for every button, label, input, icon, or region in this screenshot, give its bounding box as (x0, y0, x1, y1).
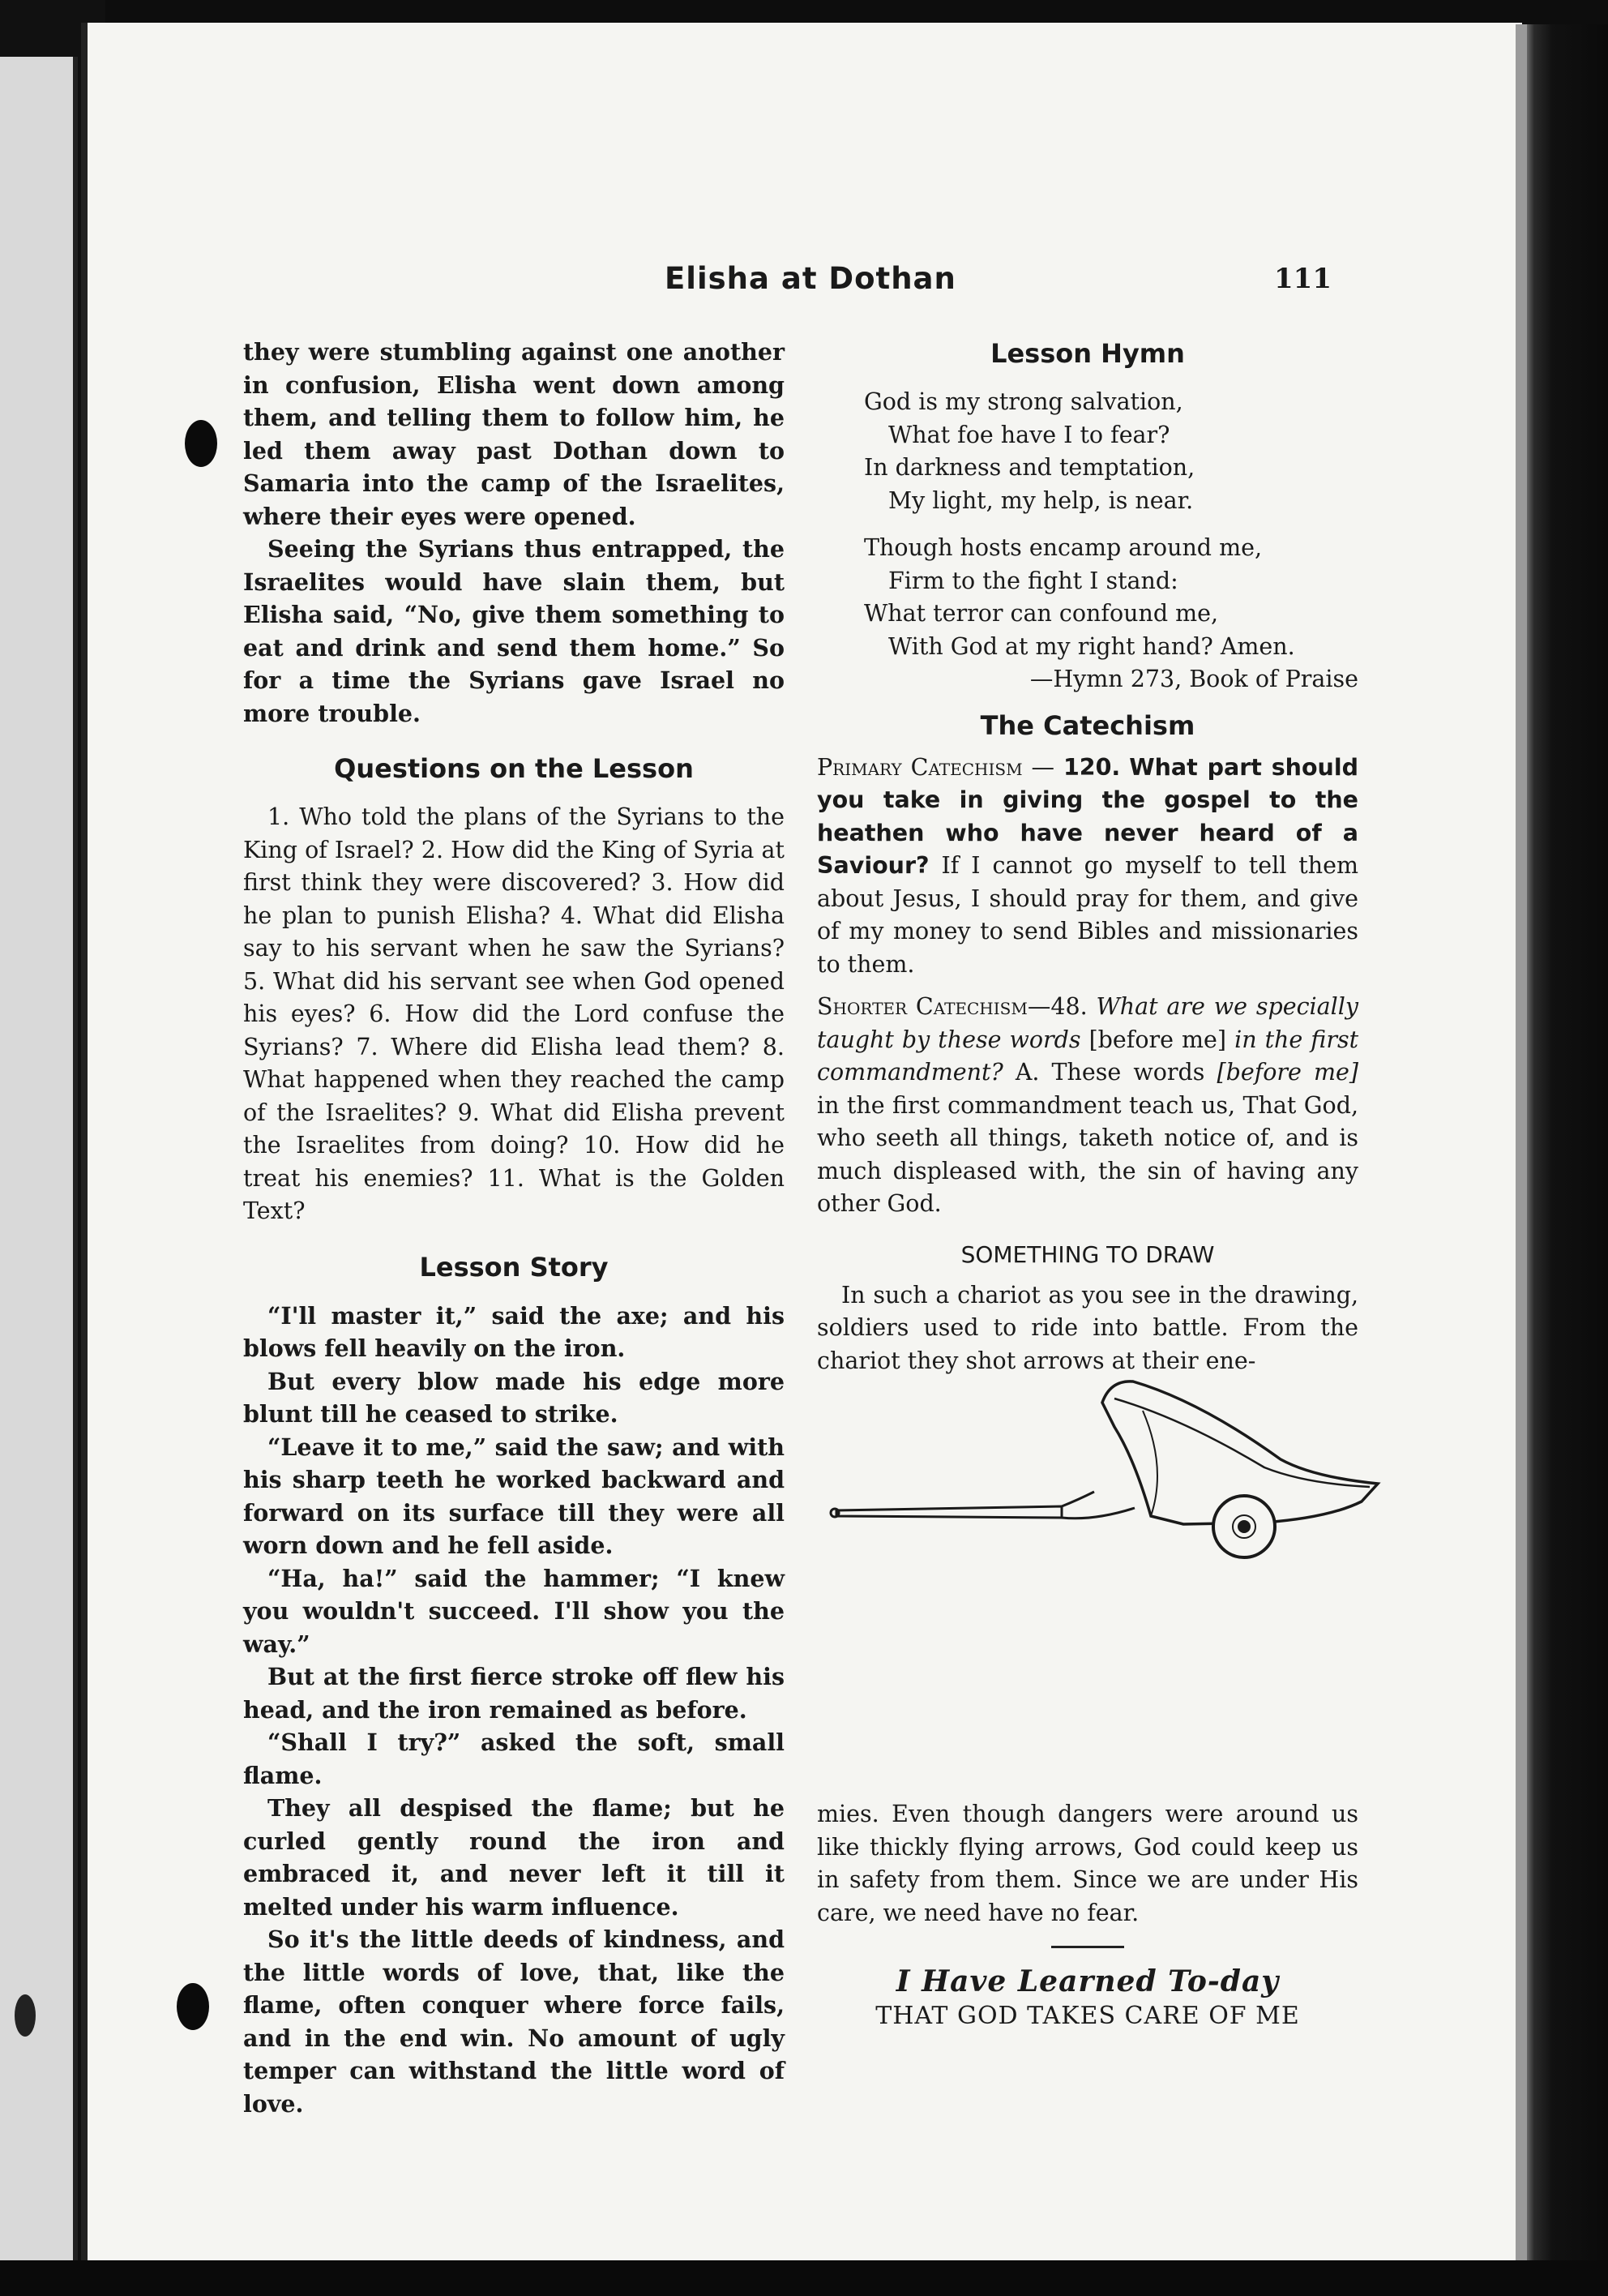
binding-hole-top (185, 420, 217, 467)
hymn-line: My light, my help, is near. (888, 486, 1194, 514)
draw-heading: SOMETHING TO DRAW (960, 1240, 1215, 1268)
story-paragraph: They all despised the flame; but he curled gently round the iron and embraced it, and never left it till it melted under his warm influence. (243, 1794, 785, 1921)
shorter-catechism-question: What are we specially taught by these words (817, 993, 1358, 1053)
hymn-text (864, 386, 1358, 663)
intro-paragraph: Seeing the Syrians thus entrapped, the Israelites would have slain them, but Elisha said, “No, give them something to eat and drink and send them home.” So for a time the Syrians gave Israel no more trouble. (243, 535, 785, 727)
left-column (243, 336, 785, 2120)
story-heading: Lesson Story (419, 1251, 609, 1283)
binding-hole-bottom (177, 1983, 209, 2030)
shorter-catechism-answer-end: in the first commandment teach us, That God, who seeth all things, taketh notice of, and is much displeased with, the sin of having any other God. (817, 1091, 1358, 1217)
questions-text: 1. Who told the plans of the Syrians to the King of Israel? 2. How did the King of Syria at first think they were discovered? 3. How did he plan to punish Elisha? 4. What did Elisha say to his servant when he saw the Syrians? 5. What did his servant see when God opened his eyes? 6. How did the Lord confuse the Syrians? 7. Where did Elisha lead them? 8. What happened when they reached the camp of the Israelites? 9. What did Elisha prevent the Israelites from doing? 10. How did he treat his enemies? 11. What is the Golden Text? (243, 803, 785, 1224)
draw-text: mies. Even though dangers were around us like thickly flying arrows, God could keep us in safety from them. Since we are under His care, we need have no fear. (817, 1801, 1358, 1926)
divider (1051, 1946, 1124, 1948)
hymn-line: God is my strong salvation, (864, 388, 1183, 415)
story-paragraph: “Leave it to me,” said the saw; and with his sharp teeth he worked backward and forward on its surface till they were all worn down and he fell aside. (243, 1433, 785, 1559)
hymn-line: Firm to the fight I stand: (888, 567, 1178, 594)
chariot-drawing (827, 1362, 1394, 1630)
running-title: Elisha at Dothan (665, 261, 956, 296)
previous-page-edge (0, 57, 78, 2278)
shorter-catechism: Shorter Catechism—48. What are we specially taught by these words [before me] in the first commandment? A. These words [before me] in the first commandment teach us, That God, who seeth all things, taketh notice of, and is much displeased with, the sin of having any other God. (817, 993, 1359, 1217)
learned-heading: I Have Learned To-day (896, 1964, 1280, 1998)
draw-text: In such a chariot as you see in the drawing, soldiers used to ride into battle. From the chariot they shot arrows at their ene- (817, 1281, 1358, 1374)
hymn-source: —Hymn 273, Book of Praise (1029, 666, 1358, 692)
draw-text-continued (817, 1798, 1358, 2033)
primary-catechism: Primary Catechism — 120. What part should you take in giving the gospel to the heathen who have never heard of a Saviour? If I cannot go myself to tell them about Jesus, I should pray for them, and give of my money to send Bibles and missionaries to them. (817, 753, 1358, 978)
shorter-catechism-answer-bracket: [before me] (1217, 1059, 1358, 1086)
learned-text: THAT GOD TAKES CARE OF ME (875, 2002, 1300, 2030)
story-paragraph: But at the first fierce stroke off flew his head, and the iron remained as before. (243, 1663, 785, 1724)
questions-heading: Questions on the Lesson (334, 753, 694, 784)
binding-hole-edge (15, 1994, 36, 2037)
page-number: 111 (1274, 263, 1332, 295)
hymn-line: Though hosts encamp around me, (864, 534, 1263, 561)
primary-catechism-label: Primary Catechism (817, 753, 1023, 781)
hymn-line: With God at my right hand? Amen. (888, 632, 1295, 660)
shorter-catechism-label: Shorter Catechism (817, 993, 1028, 1020)
story-paragraph: “I'll master it,” said the axe; and his blows fell heavily on the iron. (243, 1301, 785, 1362)
shorter-catechism-number: 48. (1050, 993, 1088, 1020)
hymn-line: What foe have I to fear? (888, 421, 1170, 448)
story-paragraph: “Ha, ha!” said the hammer; “I knew you wouldn't succeed. I'll show you the way.” (243, 1564, 785, 1658)
story-paragraph: But every blow made his edge more blunt till he ceased to strike. (243, 1367, 785, 1428)
primary-catechism-answer: If I cannot go myself to tell them about Jesus, I should pray for them, and give of my money to send Bibles and missionaries to them. (817, 852, 1358, 978)
story-body (243, 1300, 785, 2121)
primary-catechism-number: 120. (1063, 753, 1121, 781)
primary-catechism-question: What part should you take in giving the gospel to the heathen who have never heard of a Saviour? (817, 753, 1358, 879)
shorter-catechism-question-end: in the first commandment? (817, 1026, 1359, 1086)
intro-paragraph: they were stumbling against one another in confusion, Elisha went down among them, and telling them to follow him, he led them away past Dothan down to Samaria into the camp of the Israelites, where their eyes were opened. (243, 338, 785, 530)
hymn-line: What terror can confound me, (864, 600, 1219, 627)
shorter-catechism-question-bracket: [before me] (1088, 1026, 1227, 1053)
shorter-catechism-answer: A. These words (1015, 1059, 1205, 1086)
hymn-line: In darkness and temptation, (864, 454, 1195, 481)
hymn-heading: Lesson Hymn (990, 338, 1185, 369)
right-column (817, 336, 1358, 1377)
scan-right-margin (1516, 24, 1608, 2296)
story-paragraph: “Shall I try?” asked the soft, small flame. (243, 1728, 785, 1789)
scan-bottom-margin (0, 2260, 1608, 2296)
story-paragraph: So it's the little deeds of kindness, and the little words of love, that, like the flame, often conquer where force fails, and in the end win. No amount of ugly temper can withstand the little word of love. (243, 1925, 785, 2118)
catechism-heading: The Catechism (980, 709, 1195, 741)
